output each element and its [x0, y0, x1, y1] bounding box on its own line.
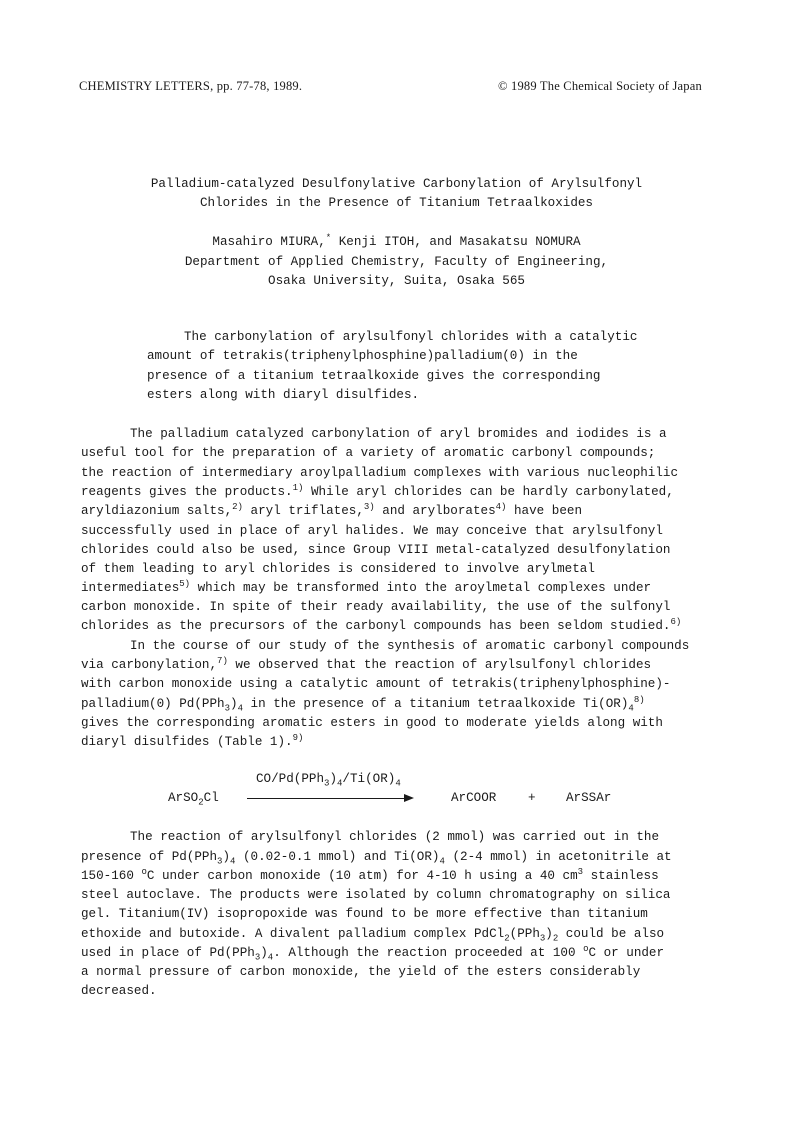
- body-line: steel autoclave. The products were isolated by column chromatography on silica: [81, 888, 671, 902]
- reference-marker: 5): [179, 578, 191, 589]
- body-line: reagents gives the products.$^{1)}$ While aryl chlorides can be hardly carbonylated,: [81, 482, 674, 499]
- body-line: The reaction of arylsulfonyl chlorides (2 mmol) was carried out in the: [130, 830, 660, 844]
- body-line: intermediates$^{5)}$ which may be transformed into the aroylmetal complexes under: [81, 578, 652, 595]
- abstract-line: amount of tetrakis(triphenylphosphine)palladium(0) in the: [147, 349, 578, 363]
- abstract-line: presence of a titanium tetraalkoxide gives the corresponding: [147, 369, 601, 383]
- body-line: decreased.: [81, 984, 157, 998]
- body-line: In the course of our study of the synthesis of aromatic carbonyl compounds: [130, 639, 690, 653]
- body-line: the reaction of intermediary aroylpalladium complexes with various nucleophilic: [81, 466, 679, 480]
- reference-marker: 8): [633, 694, 645, 705]
- body-line: with carbon monoxide using a catalytic amount of tetrakis(triphenylphosphine)-: [81, 677, 671, 691]
- corresponding-author-mark: *: [325, 232, 332, 243]
- body-line: ethoxide and butoxide. A divalent palladium complex $PdCl_2(PPh_3)_2$ could be also: [81, 927, 665, 944]
- body-line: presence of $Pd(PPh_3)_4$ (0.02-0.1 mmol) and $Ti(OR)_4$ (2-4 mmol) in acetonitrile at: [81, 850, 672, 867]
- reference-marker: 1): [292, 482, 304, 493]
- body-line: of them leading to aryl chlorides is considered to involve arylmetal: [81, 562, 595, 576]
- reaction-arrow-head: [404, 794, 414, 802]
- body-line: used in place of $Pd(PPh_3)_4$. Although the reaction proceeded at 100 $^o$C or under: [81, 943, 665, 963]
- body-line: useful tool for the preparation of a variety of aromatic carbonyl compounds;: [81, 446, 656, 460]
- plus-sign: +: [528, 791, 536, 805]
- body-line: palladium(0) $Pd(PPh_3)_4$ in the presence of a titanium tetraalkoxide $Ti(OR)_4^{8)}$: [81, 694, 645, 714]
- reference-marker: 9): [292, 732, 304, 743]
- body-line: carbon monoxide. In spite of their ready availability, the use of the sulfonyl: [81, 600, 671, 614]
- product-ester: ArCOOR: [451, 791, 497, 805]
- body-line: chlorides as the precursors of the carbonyl compounds has been seldom studied.$^{6)}$: [81, 616, 682, 633]
- reaction-conditions: $CO/Pd(PPh_3)_4/Ti(OR)_4$: [256, 772, 401, 789]
- body-line: a normal pressure of carbon monoxide, the yield of the esters considerably: [81, 965, 641, 979]
- body-line: 150-160 $^o$C under carbon monoxide (10 atm) for 4-10 h using a 40 $cm^3$ stainless: [81, 866, 659, 883]
- reference-marker: 4): [495, 501, 507, 512]
- body-line: The palladium catalyzed carbonylation of aryl bromides and iodides is a: [130, 427, 667, 441]
- body-line: gel. Titanium(IV) isopropoxide was found to be more effective than titanium: [81, 907, 648, 921]
- reference-marker: 3): [363, 501, 375, 512]
- reference-marker: 2): [232, 501, 243, 512]
- abstract-line: The carbonylation of arylsulfonyl chlorides with a catalytic: [184, 330, 638, 344]
- body-line: via carbonylation,$^{7)}$ we observed that the reaction of arylsulfonyl chlorides: [81, 655, 652, 672]
- body-line: successfully used in place of aryl halides. We may conceive that arylsulfonyl: [81, 524, 663, 538]
- body-line: aryldiazonium salts,$^{2)}$ aryl triflates,$^{3)}$ and arylborates$^{4)}$ have been: [81, 501, 583, 518]
- body-line: gives the corresponding aromatic esters in good to moderate yields along with: [81, 716, 663, 730]
- body-line: chlorides could also be used, since Group VIII metal-catalyzed desulfonylation: [81, 543, 671, 557]
- copyright-notice: © 1989 The Chemical Society of Japan: [498, 79, 702, 93]
- author-list: [0, 232, 793, 249]
- product-disulfide: ArSSAr: [566, 791, 612, 805]
- author-1: Masahiro MIURA,: [212, 235, 326, 249]
- paper-title-line-1: Palladium-catalyzed Desulfonylative Carbonylation of Arylsulfonyl: [150, 177, 643, 191]
- author-others: Kenji ITOH, and Masakatsu NOMURA: [331, 235, 581, 249]
- affiliation-line-2: Osaka University, Suita, Osaka 565: [268, 274, 525, 288]
- affiliation-line-1: Department of Applied Chemistry, Faculty of Engineering,: [184, 255, 609, 269]
- journal-citation: CHEMISTRY LETTERS, pp. 77-78, 1989.: [79, 79, 303, 93]
- body-line: diaryl disulfides (Table 1).$^{9)}$: [81, 732, 304, 749]
- abstract-line: esters along with diaryl disulfides.: [147, 388, 420, 402]
- reactant: ArSO$_2$Cl: [168, 791, 219, 808]
- paper-title-line-2: Chlorides in the Presence of Titanium Tetraalkoxides: [200, 196, 593, 210]
- reference-marker: 6): [670, 616, 682, 627]
- reaction-arrow: [247, 798, 407, 799]
- reference-marker: 7): [217, 655, 228, 666]
